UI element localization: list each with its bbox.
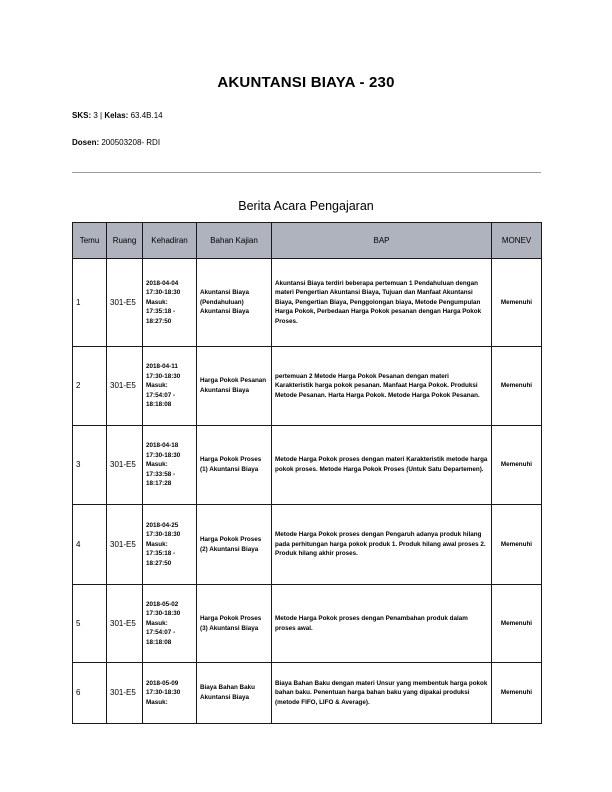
- lecturer-meta: [72, 138, 160, 147]
- cell-temu: 1: [73, 259, 107, 347]
- cell-monev: Memenuhi: [492, 585, 542, 663]
- sks-value: 3 |: [91, 111, 105, 120]
- table-row: [73, 347, 542, 426]
- cell-bap: Biaya Bahan Baku dengan materi Unsur yang membentuk harga pokok bahan baku. Penentuan harga bahan baku yang dipakai produksi (metode FIFO, LIFO & Average).: [272, 663, 492, 724]
- cell-ruang: 301-E5: [107, 426, 143, 505]
- cell-monev: Memenuhi: [492, 505, 542, 585]
- cell-bap: Metode Harga Pokok proses dengan Pengaruh adanya produk hilang pada perhitungan harga pokok produk 1. Produk hilang awal proses 2. Produk hilang akhir proses.: [272, 505, 492, 585]
- cell-ruang: 301-E5: [107, 663, 143, 724]
- dosen-value: 200503208- RDI: [99, 138, 161, 147]
- cell-kehadiran: 2018-04-11 17:30-18:30 Masuk: 17:54:07 - 18:18:08: [143, 347, 197, 426]
- course-title: AKUNTANSI BIAYA - 230: [217, 74, 395, 91]
- cell-monev: Memenuhi: [492, 347, 542, 426]
- divider: [72, 172, 541, 173]
- cell-temu: 5: [73, 585, 107, 663]
- header-temu: Temu: [73, 223, 107, 259]
- cell-temu: 2: [73, 347, 107, 426]
- cell-kehadiran: 2018-05-09 17:30-18:30 Masuk:: [143, 663, 197, 724]
- cell-ruang: 301-E5: [107, 259, 143, 347]
- cell-bap: Akuntansi Biaya terdiri beberapa pertemuan 1 Pendahuluan dengan materi Pengertian Akuntansi Biaya, Tujuan dan Manfaat Akuntansi Biaya, Pengertian Biaya, Penggolongan biaya, Metode Pengumpulan Harga Pokok, Perbedaan Harga Pokok pesanan dengan Harga Pokok Proses.: [272, 259, 492, 347]
- cell-temu: 3: [73, 426, 107, 505]
- table-row: [73, 505, 542, 585]
- cell-bap: Metode Harga Pokok proses dengan materi Karakteristik metode harga pokok proses. Metode Harga Pokok Proses (Untuk Satu Departemen).: [272, 426, 492, 505]
- course-meta: [72, 111, 163, 120]
- cell-bahan-kajian: Harga Pokok Proses (1) Akuntansi Biaya: [197, 426, 272, 505]
- bap-table: [72, 222, 542, 724]
- cell-ruang: 301-E5: [107, 505, 143, 585]
- cell-bahan-kajian: Harga Pokok Proses (2) Akuntansi Biaya: [197, 505, 272, 585]
- header-bahan-kajian: Bahan Kajian: [197, 223, 272, 259]
- table-row: [73, 663, 542, 724]
- cell-bahan-kajian: Harga Pokok Pesanan Akuntansi Biaya: [197, 347, 272, 426]
- kelas-label: Kelas:: [104, 111, 129, 120]
- sks-label: SKS:: [72, 111, 92, 120]
- header-bap: BAP: [272, 223, 492, 259]
- cell-temu: 6: [73, 663, 107, 724]
- table-row: [73, 426, 542, 505]
- header-monev: MONEV: [492, 223, 542, 259]
- table-row: [73, 259, 542, 347]
- section-title: Berita Acara Pengajaran: [238, 199, 374, 213]
- table-row: [73, 585, 542, 663]
- cell-bahan-kajian: Akuntansi Biaya (Pendahuluan) Akuntansi Biaya: [197, 259, 272, 347]
- cell-bap: Metode Harga Pokok proses dengan Penambahan produk dalam proses awal.: [272, 585, 492, 663]
- cell-bahan-kajian: Harga Pokok Proses (3) Akuntansi Biaya: [197, 585, 272, 663]
- cell-kehadiran: 2018-04-25 17:30-18:30 Masuk: 17:35:18 - 18:27:50: [143, 505, 197, 585]
- dosen-label: Dosen:: [72, 138, 100, 147]
- cell-temu: 4: [73, 505, 107, 585]
- header-ruang: Ruang: [107, 223, 143, 259]
- cell-ruang: 301-E5: [107, 347, 143, 426]
- cell-kehadiran: 2018-04-04 17:30-18:30 Masuk: 17:35:18 - 18:27:50: [143, 259, 197, 347]
- cell-bap: pertemuan 2 Metode Harga Pokok Pesanan dengan materi Karakteristik harga pokok pesanan. Manfaat Harga Pokok. Produksi Metode Pesanan. Harta Harga Pokok. Metode Harga Pokok Pesanan.: [272, 347, 492, 426]
- cell-ruang: 301-E5: [107, 585, 143, 663]
- cell-monev: Memenuhi: [492, 426, 542, 505]
- cell-bahan-kajian: Biaya Bahan Baku Akuntansi Biaya: [197, 663, 272, 724]
- cell-kehadiran: 2018-05-02 17:30-18:30 Masuk: 17:54:07 - 18:18:08: [143, 585, 197, 663]
- table-header-row: [73, 223, 542, 259]
- cell-kehadiran: 2018-04-18 17:30-18:30 Masuk: 17:33:58 - 18:17:28: [143, 426, 197, 505]
- cell-monev: Memenuhi: [492, 259, 542, 347]
- cell-monev: Memenuhi: [492, 663, 542, 724]
- header-kehadiran: Kehadiran: [143, 223, 197, 259]
- kelas-value: 63.4B.14: [128, 111, 163, 120]
